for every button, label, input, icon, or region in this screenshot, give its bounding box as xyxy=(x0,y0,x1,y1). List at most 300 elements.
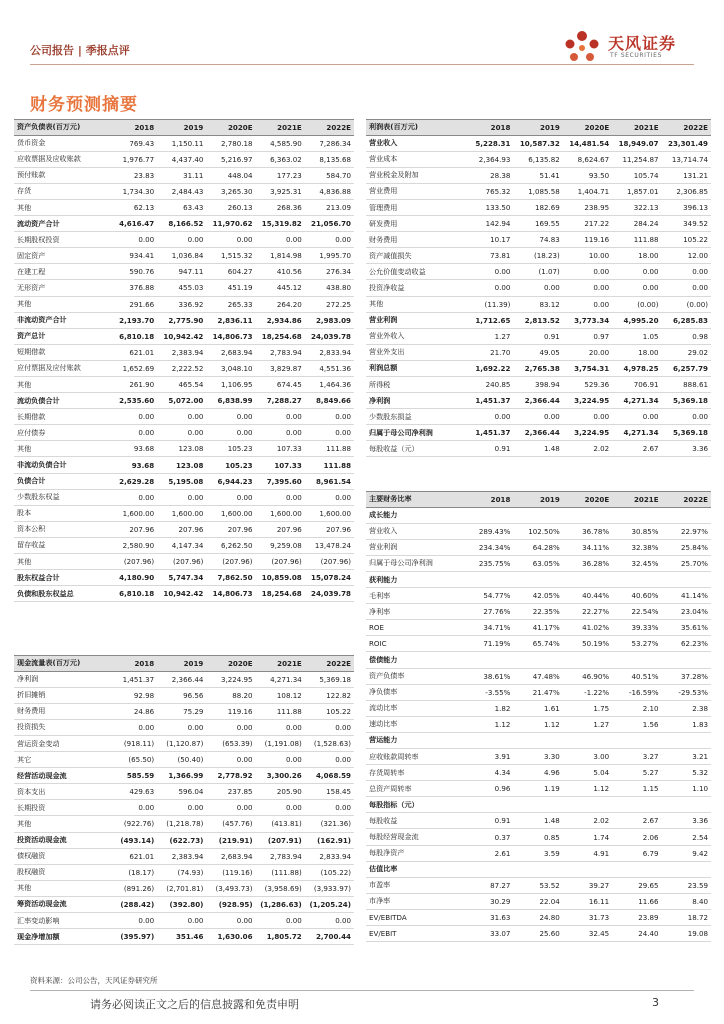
cell-value: 2,383.94 xyxy=(157,848,206,864)
cell-value: 4,551.36 xyxy=(305,360,354,376)
cell-value: 2.02 xyxy=(563,813,612,829)
year-header: 2020E xyxy=(206,656,255,672)
table-row xyxy=(14,505,354,521)
row-label: 流动比率 xyxy=(366,700,464,716)
table-row xyxy=(366,425,711,441)
cell-value: 2,222.52 xyxy=(157,360,206,376)
row-label: 营业收入 xyxy=(366,523,464,539)
footer-rule xyxy=(30,990,694,991)
cell-value: 10,942.42 xyxy=(157,328,206,344)
cell-value: 410.56 xyxy=(256,264,305,280)
row-label: 投资活动现金流 xyxy=(14,832,108,848)
cell-value xyxy=(662,652,711,668)
cell-value: 3,224.95 xyxy=(206,671,255,687)
cell-value xyxy=(662,571,711,587)
cell-value: 1,712.65 xyxy=(464,312,513,328)
cell-value: 5,369.18 xyxy=(662,425,711,441)
cell-value: 24.80 xyxy=(513,909,562,925)
cell-value: (18.17) xyxy=(108,864,157,880)
row-label: 预付账款 xyxy=(14,167,108,183)
row-label: 存货 xyxy=(14,183,108,199)
table-row xyxy=(366,700,711,716)
cell-value: 19.08 xyxy=(662,926,711,942)
cell-value: (928.95) xyxy=(206,896,255,912)
cell-value: 0.00 xyxy=(563,296,612,312)
cell-value: 2.67 xyxy=(612,813,661,829)
cell-value: 0.00 xyxy=(305,719,354,735)
cell-value: 74.83 xyxy=(513,232,562,248)
table-row xyxy=(14,735,354,751)
cell-value: 3.30 xyxy=(513,749,562,765)
cell-value: 0.91 xyxy=(513,328,562,344)
table-row xyxy=(366,216,711,232)
table-row xyxy=(14,344,354,360)
table-row xyxy=(366,199,711,215)
cell-value: 451.19 xyxy=(206,280,255,296)
cell-value: 0.00 xyxy=(662,409,711,425)
table-row xyxy=(14,216,354,232)
cell-value: 445.12 xyxy=(256,280,305,296)
cell-value: 22.27% xyxy=(563,604,612,620)
cell-value: 4,978.25 xyxy=(612,360,661,376)
row-label: 获利能力 xyxy=(366,571,464,587)
cell-value: (457.76) xyxy=(206,816,255,832)
cell-value: 207.96 xyxy=(305,521,354,537)
cell-value: 18.00 xyxy=(612,248,661,264)
cell-value xyxy=(464,861,513,877)
cell-value: 0.37 xyxy=(464,829,513,845)
row-label: ROIC xyxy=(366,636,464,652)
table-row xyxy=(366,232,711,248)
cell-value: 1,857.01 xyxy=(612,183,661,199)
cell-value: 1,630.06 xyxy=(206,929,255,945)
cell-value: 1.83 xyxy=(662,716,711,732)
row-label: 其他 xyxy=(14,554,108,570)
cell-value: 35.61% xyxy=(662,620,711,636)
row-label: 估值比率 xyxy=(366,861,464,877)
cell-value: 14,806.73 xyxy=(206,328,255,344)
table-row xyxy=(366,523,711,539)
table-row xyxy=(14,135,354,151)
cell-value: 0.00 xyxy=(256,719,305,735)
row-label: 折旧摊销 xyxy=(14,687,108,703)
cell-value: 1,814.98 xyxy=(256,248,305,264)
cell-value: 0.00 xyxy=(256,425,305,441)
row-label: 速动比率 xyxy=(366,716,464,732)
cell-value: 4,271.34 xyxy=(612,393,661,409)
cell-value: 207.96 xyxy=(206,521,255,537)
cell-value: 3.91 xyxy=(464,749,513,765)
cell-value: 0.00 xyxy=(206,232,255,248)
cell-value xyxy=(563,797,612,813)
cell-value xyxy=(612,571,661,587)
cell-value: 20.00 xyxy=(563,344,612,360)
cell-value: 4,068.59 xyxy=(305,768,354,784)
cell-value xyxy=(513,861,562,877)
row-label: 应收账款周转率 xyxy=(366,749,464,765)
cell-value: (207.96) xyxy=(206,554,255,570)
year-header: 2019 xyxy=(513,492,562,508)
table-row xyxy=(14,409,354,425)
cell-value: (918.11) xyxy=(108,735,157,751)
cell-value: 102.50% xyxy=(513,523,562,539)
cell-value xyxy=(513,507,562,523)
cell-value: 40.44% xyxy=(563,588,612,604)
cell-value: 3.36 xyxy=(662,813,711,829)
cell-value: 1,734.30 xyxy=(108,183,157,199)
cell-value: 0.00 xyxy=(108,719,157,735)
report-header xyxy=(30,42,130,58)
table-row xyxy=(366,829,711,845)
table-row xyxy=(14,864,354,880)
cell-value: 0.00 xyxy=(612,280,661,296)
cell-value: 2,934.86 xyxy=(256,312,305,328)
cell-value: 88.20 xyxy=(206,687,255,703)
cell-value: (65.50) xyxy=(108,752,157,768)
table-row xyxy=(366,539,711,555)
cell-value: 0.00 xyxy=(305,425,354,441)
table-row xyxy=(14,521,354,537)
cell-value: 2,780.18 xyxy=(206,135,255,151)
cell-value: (207.96) xyxy=(108,554,157,570)
cell-value: 2,366.44 xyxy=(513,425,562,441)
cell-value: (207.96) xyxy=(305,554,354,570)
table-row xyxy=(14,570,354,586)
cell-value: 0.00 xyxy=(464,280,513,296)
cell-value: 41.17% xyxy=(513,620,562,636)
table-title: 现金流量表(百万元) xyxy=(14,656,108,672)
cell-value: 0.00 xyxy=(256,489,305,505)
cell-value: 1.15 xyxy=(612,781,661,797)
cell-value: 213.09 xyxy=(305,199,354,215)
cell-value: 108.12 xyxy=(256,687,305,703)
row-label: 总资产周转率 xyxy=(366,781,464,797)
cell-value: 3.27 xyxy=(612,749,661,765)
table-row xyxy=(366,877,711,893)
cell-value: 1.61 xyxy=(513,700,562,716)
table-row xyxy=(366,813,711,829)
cell-value: 448.04 xyxy=(206,167,255,183)
cell-value: (119.16) xyxy=(206,864,255,880)
cell-value: 6,285.83 xyxy=(662,312,711,328)
cell-value: 3,773.34 xyxy=(563,312,612,328)
cell-value: 15,078.24 xyxy=(305,570,354,586)
year-header: 2022E xyxy=(662,492,711,508)
cell-value: -29.53% xyxy=(662,684,711,700)
cell-value: 123.08 xyxy=(157,457,206,473)
cell-value: 455.03 xyxy=(157,280,206,296)
row-label: 资产减值损失 xyxy=(366,248,464,264)
table-row xyxy=(14,248,354,264)
cell-value: 62.23% xyxy=(662,636,711,652)
row-label: 应付票据及应付账款 xyxy=(14,360,108,376)
cell-value: 27.76% xyxy=(464,604,513,620)
cell-value: 0.00 xyxy=(305,913,354,929)
cell-value: -16.59% xyxy=(612,684,661,700)
cell-value: 5,369.18 xyxy=(305,671,354,687)
row-label: 其他 xyxy=(14,199,108,215)
cell-value: 3,224.95 xyxy=(563,393,612,409)
row-label: 无形资产 xyxy=(14,280,108,296)
cell-value: 590.76 xyxy=(108,264,157,280)
cell-value xyxy=(662,797,711,813)
cell-value: 24,039.78 xyxy=(305,328,354,344)
cell-value xyxy=(464,732,513,748)
cell-value: 2,983.09 xyxy=(305,312,354,328)
cell-value: 83.12 xyxy=(513,296,562,312)
cell-value: 1,600.00 xyxy=(305,505,354,521)
cell-value: 2,700.44 xyxy=(305,929,354,945)
cell-value: 65.74% xyxy=(513,636,562,652)
cell-value: 4,180.90 xyxy=(108,570,157,586)
row-label: 流动负债合计 xyxy=(14,393,108,409)
cell-value: (162.91) xyxy=(305,832,354,848)
cell-value: 18,254.68 xyxy=(256,328,305,344)
cell-value: 23.04% xyxy=(662,604,711,620)
cell-value xyxy=(464,652,513,668)
cell-value: 0.00 xyxy=(108,800,157,816)
cell-value: 0.00 xyxy=(206,913,255,929)
cell-value: 429.63 xyxy=(108,784,157,800)
cell-value: 207.96 xyxy=(108,521,157,537)
cell-value: 39.27 xyxy=(563,877,612,893)
cell-value: (1,528.63) xyxy=(305,735,354,751)
cell-value: 376.88 xyxy=(108,280,157,296)
cell-value: 34.11% xyxy=(563,539,612,555)
cell-value: 51.41 xyxy=(513,167,562,183)
cell-value: 25.84% xyxy=(662,539,711,555)
cell-value: 0.00 xyxy=(206,425,255,441)
cell-value xyxy=(563,652,612,668)
cell-value: 322.13 xyxy=(612,199,661,215)
cell-value: 107.33 xyxy=(256,441,305,457)
cell-value: 36.28% xyxy=(563,555,612,571)
logo-flower-icon xyxy=(560,28,604,68)
cell-value: 22.04 xyxy=(513,893,562,909)
cell-value: 2.06 xyxy=(612,829,661,845)
cell-value: 23.83 xyxy=(108,167,157,183)
row-label: 长期股权投资 xyxy=(14,232,108,248)
cell-value: 25.70% xyxy=(662,555,711,571)
cell-value: 1,404.71 xyxy=(563,183,612,199)
cell-value: 1,600.00 xyxy=(108,505,157,521)
row-label: 偿债能力 xyxy=(366,652,464,668)
cell-value: 276.34 xyxy=(305,264,354,280)
cell-value: 0.00 xyxy=(563,409,612,425)
cell-value: (1,120.87) xyxy=(157,735,206,751)
cell-value: 41.02% xyxy=(563,620,612,636)
section-row xyxy=(366,732,711,748)
cell-value: 674.45 xyxy=(256,377,305,393)
cell-value: 0.00 xyxy=(305,752,354,768)
cell-value: 0.00 xyxy=(612,264,661,280)
table-row xyxy=(366,749,711,765)
cell-value: 32.38% xyxy=(612,539,661,555)
year-header: 2020E xyxy=(206,120,255,136)
cell-value: 1,106.95 xyxy=(206,377,255,393)
table-row xyxy=(14,784,354,800)
cell-value: 177.23 xyxy=(256,167,305,183)
cell-value: 105.23 xyxy=(206,441,255,457)
cell-value: 18,949.07 xyxy=(612,135,661,151)
cell-value: 21.70 xyxy=(464,344,513,360)
cell-value: 6,135.82 xyxy=(513,151,562,167)
row-label: 成长能力 xyxy=(366,507,464,523)
cell-value: 21,056.70 xyxy=(305,216,354,232)
cell-value: 11,254.87 xyxy=(612,151,661,167)
table-row xyxy=(14,199,354,215)
income-statement-table xyxy=(366,119,711,457)
cell-value: 336.92 xyxy=(157,296,206,312)
cell-value: 23,301.49 xyxy=(662,135,711,151)
cell-value: 0.91 xyxy=(464,441,513,457)
cell-value: 39.33% xyxy=(612,620,661,636)
cell-value: 237.85 xyxy=(206,784,255,800)
cell-value: 8,961.54 xyxy=(305,473,354,489)
cell-value: 8,135.68 xyxy=(305,151,354,167)
table-title: 主要财务比率 xyxy=(366,492,464,508)
cell-value: 2,683.94 xyxy=(206,848,255,864)
cell-value: 0.00 xyxy=(206,489,255,505)
table-row xyxy=(14,280,354,296)
cell-value: (1,191.08) xyxy=(256,735,305,751)
cell-value: 119.16 xyxy=(206,703,255,719)
table-row xyxy=(366,151,711,167)
cell-value: 40.51% xyxy=(612,668,661,684)
table-row xyxy=(14,537,354,553)
cell-value: (18.23) xyxy=(513,248,562,264)
table-row xyxy=(14,586,354,602)
cell-value: 63.05% xyxy=(513,555,562,571)
table-title: 利润表(百万元) xyxy=(366,120,464,136)
row-label: 所得税 xyxy=(366,377,464,393)
row-label: 其他 xyxy=(14,377,108,393)
table-row xyxy=(14,896,354,912)
cell-value: 234.34% xyxy=(464,539,513,555)
cell-value: 4,271.34 xyxy=(256,671,305,687)
cell-value: 96.56 xyxy=(157,687,206,703)
table-row xyxy=(14,554,354,570)
year-header: 2018 xyxy=(108,120,157,136)
row-label: 资产负债率 xyxy=(366,668,464,684)
logo-subtext: TF SECURITIES xyxy=(610,52,662,59)
cell-value: 73.81 xyxy=(464,248,513,264)
cell-value xyxy=(662,861,711,877)
cell-value: 1.48 xyxy=(513,813,562,829)
cell-value: 3,224.95 xyxy=(563,425,612,441)
cell-value: 529.36 xyxy=(563,377,612,393)
cell-value: 122.82 xyxy=(305,687,354,703)
row-label: 毛利率 xyxy=(366,588,464,604)
table-row xyxy=(14,441,354,457)
cell-value: 888.61 xyxy=(662,377,711,393)
cell-value: -3.55% xyxy=(464,684,513,700)
cell-value: (111.88) xyxy=(256,864,305,880)
cell-value: 158.45 xyxy=(305,784,354,800)
row-label: 投资损失 xyxy=(14,719,108,735)
cell-value: 64.28% xyxy=(513,539,562,555)
cell-value: 8,849.66 xyxy=(305,393,354,409)
table-row xyxy=(366,636,711,652)
cell-value: 0.00 xyxy=(256,409,305,425)
cell-value: 3,829.87 xyxy=(256,360,305,376)
year-header: 2022E xyxy=(662,120,711,136)
row-label: 其他 xyxy=(14,296,108,312)
row-label: 股东权益合计 xyxy=(14,570,108,586)
cell-value xyxy=(513,571,562,587)
table-row xyxy=(366,344,711,360)
table-row xyxy=(366,781,711,797)
cell-value: 1.05 xyxy=(612,328,661,344)
disclaimer-link[interactable]: 请务必阅读正文之后的信息披露和免责申明 xyxy=(90,998,299,1011)
cell-value: 1,085.58 xyxy=(513,183,562,199)
cell-value: 8,166.52 xyxy=(157,216,206,232)
cell-value: 105.23 xyxy=(206,457,255,473)
table-row xyxy=(14,880,354,896)
row-label: 债权融资 xyxy=(14,848,108,864)
cell-value: 6,810.18 xyxy=(108,328,157,344)
cell-value: 111.88 xyxy=(256,703,305,719)
cell-value xyxy=(612,507,661,523)
cell-value: 2,783.94 xyxy=(256,848,305,864)
table-row xyxy=(14,752,354,768)
cell-value: 3,754.31 xyxy=(563,360,612,376)
cell-value: 38.61% xyxy=(464,668,513,684)
table-row xyxy=(14,393,354,409)
cell-value: 18,254.68 xyxy=(256,586,305,602)
table-title: 资产负债表(百万元) xyxy=(14,120,108,136)
row-label: 长期借款 xyxy=(14,409,108,425)
cell-value: 23.89 xyxy=(612,909,661,925)
cell-value: 46.90% xyxy=(563,668,612,684)
row-label: 筹资活动现金流 xyxy=(14,896,108,912)
table-row xyxy=(14,312,354,328)
cell-value: 22.35% xyxy=(513,604,562,620)
cell-value: 235.75% xyxy=(464,555,513,571)
section-row xyxy=(366,652,711,668)
table-row xyxy=(366,360,711,376)
cell-value: 1,600.00 xyxy=(157,505,206,521)
table-row xyxy=(14,457,354,473)
cell-value: 1.27 xyxy=(563,716,612,732)
row-label: 少数股东损益 xyxy=(366,409,464,425)
cell-value: 0.96 xyxy=(464,781,513,797)
cell-value: 2.10 xyxy=(612,700,661,716)
cell-value: 0.00 xyxy=(157,409,206,425)
cell-value: 596.04 xyxy=(157,784,206,800)
cell-value xyxy=(513,652,562,668)
row-label: 营业成本 xyxy=(366,151,464,167)
cell-value: 1.12 xyxy=(563,781,612,797)
table-row xyxy=(366,328,711,344)
cell-value: 18.72 xyxy=(662,909,711,925)
cell-value: 4,836.88 xyxy=(305,183,354,199)
table-row xyxy=(366,620,711,636)
cell-value: 0.00 xyxy=(157,800,206,816)
table-row xyxy=(14,489,354,505)
table-row xyxy=(14,377,354,393)
cell-value: 2,765.38 xyxy=(513,360,562,376)
row-label: 净利率 xyxy=(366,604,464,620)
row-label: 汇率变动影响 xyxy=(14,913,108,929)
row-label: 流动资产合计 xyxy=(14,216,108,232)
cell-value: 1.10 xyxy=(662,781,711,797)
row-label: 营业外支出 xyxy=(366,344,464,360)
cell-value: (74.93) xyxy=(157,864,206,880)
cell-value: 0.00 xyxy=(206,719,255,735)
cell-value: 769.43 xyxy=(108,135,157,151)
cell-value: 18.00 xyxy=(612,344,661,360)
